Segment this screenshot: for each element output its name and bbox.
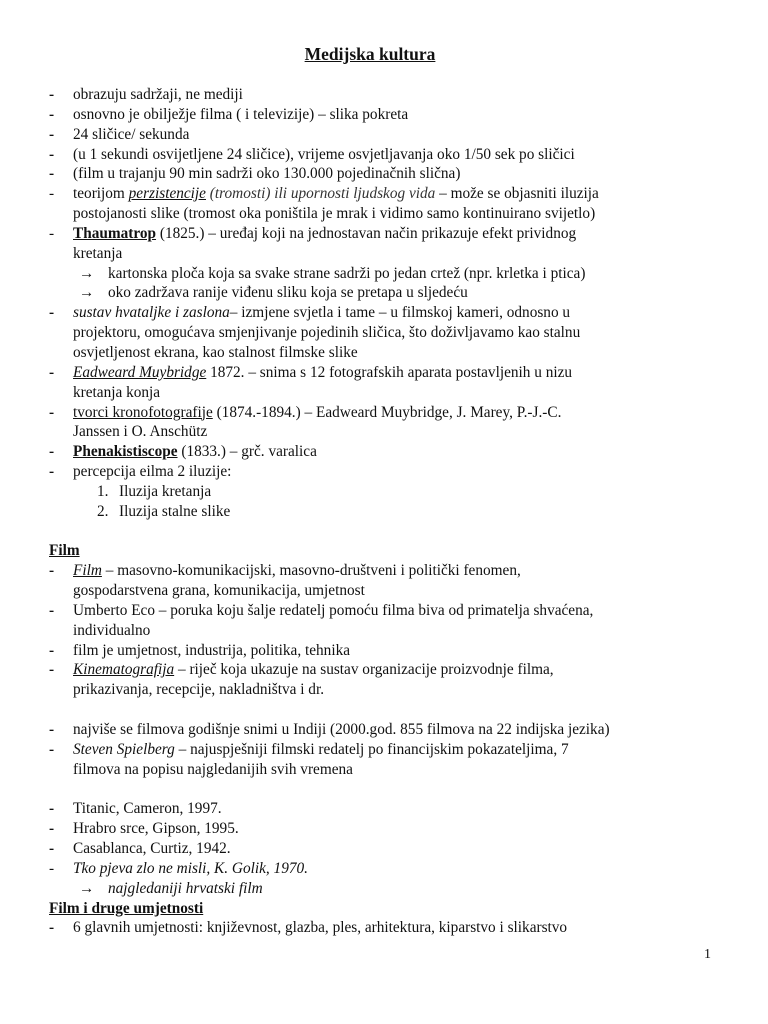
arrow-item — [49, 283, 739, 303]
right-arrow-icon: → — [79, 264, 95, 282]
item-text: Iluzija kretanja — [119, 482, 212, 500]
item-text: kretanja — [73, 244, 123, 262]
list-item: - (film u trajanju 90 min sadrži oko 130.000 pojedinačnih slična) — [49, 165, 461, 183]
item-text: – najuspješniji filmski redatelj po financijskim pokazateljima, 7 — [174, 740, 569, 758]
right-arrow-icon: → — [79, 284, 95, 302]
page-number: 1 — [704, 947, 711, 962]
item-text: osvjetljenost ekrana, kao stalnost filmske slike — [73, 343, 358, 361]
list-item: - 24 sličice/ sekunda — [49, 125, 190, 143]
list-item: - Tko pjeva zlo ne misli, K. Golik, 1970. — [49, 859, 308, 877]
list-item: - Steven Spielberg – najuspješniji filmski redatelj po financijskim pokazateljima, 7 filmova na popisu najgledanijih svih vremena — [49, 740, 569, 778]
item-text: kretanja konja — [73, 383, 161, 401]
list-item: - (u 1 sekundi osvijetljene 24 sličice), vrijeme osvjetljavanja oko 1/50 sek po sličici — [49, 145, 575, 163]
term-kronofotografija: tvorci kronofotografije — [73, 403, 213, 421]
list-item: - tvorci kronofotografije (1874.-1894.) – Eadweard Muybridge, J. Marey, P.-J.-C. Janssen i O. Anschütz — [49, 403, 562, 441]
section-heading-film-i-druge-umjetnosti: Film i druge umjetnosti — [49, 899, 204, 917]
item-text: Janssen i O. Anschütz — [73, 423, 208, 441]
item-text: filmova na popisu najgledanijih svih vremena — [73, 760, 353, 778]
list-item: - Film – masovno-komunikacijski, masovno-društveni i politički fenomen, gospodarstvena grana, komunikacija, umjetnost — [49, 562, 521, 600]
list-item: - Titanic, Cameron, 1997. — [49, 800, 222, 818]
item-text: (1833.) – grč. varalica — [177, 443, 317, 461]
item-text: Titanic, Cameron, 1997. — [73, 800, 222, 818]
term-spielberg: Steven Spielberg — [73, 740, 175, 758]
item-text: – izmjene svjetla i tame – u filmskoj kameri, odnosno u — [229, 304, 571, 322]
item-text: kartonska ploča koja sa svake strane sadrži po jedan crtež (npr. krletka i ptica) — [108, 264, 586, 282]
item-text: (1825.) – uređaj koji na jednostavan način prikazuje efekt prividnog — [156, 224, 577, 242]
item-text: oko zadržava ranije viđenu sliku koja se pretapa u sljedeću — [108, 284, 468, 302]
item-text: najviše se filmova godišnje snimi u Indiji (2000.god. 855 filmova na 22 indijska jezika) — [73, 721, 610, 738]
item-text: (1874.-1894.) – Eadweard Muybridge, J. Marey, P.-J.-C. — [212, 403, 562, 421]
item-text: postojanosti slike (tromost oka poništila je mrak i vidimo samo kontinuirano svijetlo) — [73, 205, 596, 223]
list-item: - sustav hvataljke i zaslona– izmjene svjetla i tame – u filmskoj kameri, odnosno u projektoru, omogućava smjenjivanje pojedinih sličica, što doživljavamo kao stalnu osvjetljenost ekrana, kao stalnost filmske slike — [49, 304, 581, 361]
item-number: 1. — [97, 482, 109, 500]
item-text: percepcija eilma 2 iluzije: — [73, 463, 232, 481]
list-item: - osnovno je obilježje filma ( i televizije) – slika pokreta — [49, 105, 409, 123]
term-phenakistiscope: Phenakistiscope — [73, 443, 178, 461]
item-text: 6 glavnih umjetnosti: književnost, glazba, ples, arhitektura, kiparstvo i slikarstvo — [73, 919, 568, 937]
list-item: - Casablanca, Curtiz, 1942. — [49, 840, 231, 858]
item-text: projektoru, omogućava smjenjivanje pojedinih sličica, što doživljavamo kao stalnu — [73, 324, 581, 342]
term-film: Film — [73, 562, 102, 580]
item-text: 1872. – snima s 12 fotografskih aparata postavljenih u nizu — [206, 363, 573, 381]
item-text: gospodarstvena grana, komunikacija, umjetnost — [73, 582, 365, 600]
list-item: - Umberto Eco – poruka koju šalje redatelj pomoću filma biva od primatelja shvaćena, individualno — [49, 601, 594, 639]
list-item: - Thaumatrop (1825.) – uređaj koji na jednostavan način prikazuje efekt prividnog kretanja — [49, 224, 577, 262]
term-kinematografija: Kinematografija — [73, 661, 175, 679]
term-sustav-hvataljke: sustav hvataljke i zaslona — [73, 304, 230, 322]
item-text: Hrabro srce, Gipson, 1995. — [73, 820, 239, 838]
list-item: - teorijom perzistencije (tromosti) ili upornosti ljudskog vida – može se objasniti iluzija postojanosti slike (tromost oka poništila je mrak i vidimo samo kontinuirano svijetlo) — [49, 185, 599, 223]
list-item: - najviše se filmova godišnje snimi u Indiji (2000.god. 855 filmova na 22 indijska jezika) — [49, 721, 610, 738]
numbered-item — [49, 502, 739, 522]
item-text: obrazuju sadržaji, ne mediji — [73, 86, 243, 103]
list-item: - Kinematografija – riječ koja ukazuje na sustav organizacije proizvodnje filma, prikazivanja, recepcije, nakladništva i dr. — [49, 661, 554, 699]
item-text: film je umjetnost, industrija, politika, tehnika — [73, 641, 351, 659]
list-item: - Hrabro srce, Gipson, 1995. — [49, 820, 239, 838]
item-text: najgledaniji hrvatski film — [108, 879, 263, 897]
document-title: Medijska kultura — [304, 44, 436, 64]
numbered-item — [49, 482, 739, 502]
section-heading-film: Film — [49, 542, 80, 560]
document-body — [49, 85, 739, 938]
item-text: Casablanca, Curtiz, 1942. — [73, 840, 231, 858]
list-item: - percepcija eilma 2 iluzije: — [49, 463, 232, 481]
term-thaumatrop: Thaumatrop — [73, 224, 157, 242]
item-text: (film u trajanju 90 min sadrži oko 130.000 pojedinačnih slična) — [73, 165, 461, 183]
item-text: – može se objasniti iluzija — [435, 185, 599, 203]
arrow-item — [49, 264, 739, 284]
item-text: osnovno je obilježje filma ( i televizije) – slika pokreta — [73, 105, 409, 123]
item-text: individualno — [73, 621, 151, 639]
list-item: - obrazuju sadržaji, ne mediji — [49, 86, 243, 103]
item-text: – masovno-komunikacijski, masovno-društveni i politički fenomen, — [101, 562, 521, 580]
term-muybridge: Eadweard Muybridge — [73, 363, 207, 381]
list-item: - Phenakistiscope (1833.) – grč. varalica — [49, 443, 317, 461]
term-perzistencije: perzistencije — [128, 185, 206, 203]
list-item: - Eadweard Muybridge 1872. – snima s 12 fotografskih aparata postavljenih u nizu kretanja konja — [49, 363, 573, 401]
item-text: – riječ koja ukazuje na sustav organizacije proizvodnje filma, — [174, 661, 554, 679]
item-text: Umberto Eco – poruka koju šalje redatelj pomoću filma biva od primatelja shvaćena, — [73, 601, 594, 619]
item-text: prikazivanja, recepcije, nakladništva i dr. — [73, 681, 325, 699]
list-item: - 6 glavnih umjetnosti: književnost, glazba, ples, arhitektura, kiparstvo i slikarstvo — [49, 919, 568, 937]
item-text: 24 sličice/ sekunda — [73, 125, 190, 143]
item-number: 2. — [97, 502, 109, 520]
item-text: Tko pjeva zlo ne misli, K. Golik, 1970. — [73, 859, 308, 877]
list-item: - film je umjetnost, industrija, politika, tehnika — [49, 641, 351, 659]
term-text: (tromosti) ili upornosti ljudskog vida — [205, 185, 436, 203]
arrow-item — [49, 879, 739, 899]
item-text: teorijom — [73, 185, 129, 203]
right-arrow-icon: → — [79, 879, 95, 897]
item-text: (u 1 sekundi osvijetljene 24 sličice), vrijeme osvjetljavanja oko 1/50 sek po sličici — [73, 145, 575, 163]
item-text: Iluzija stalne slike — [119, 502, 231, 520]
